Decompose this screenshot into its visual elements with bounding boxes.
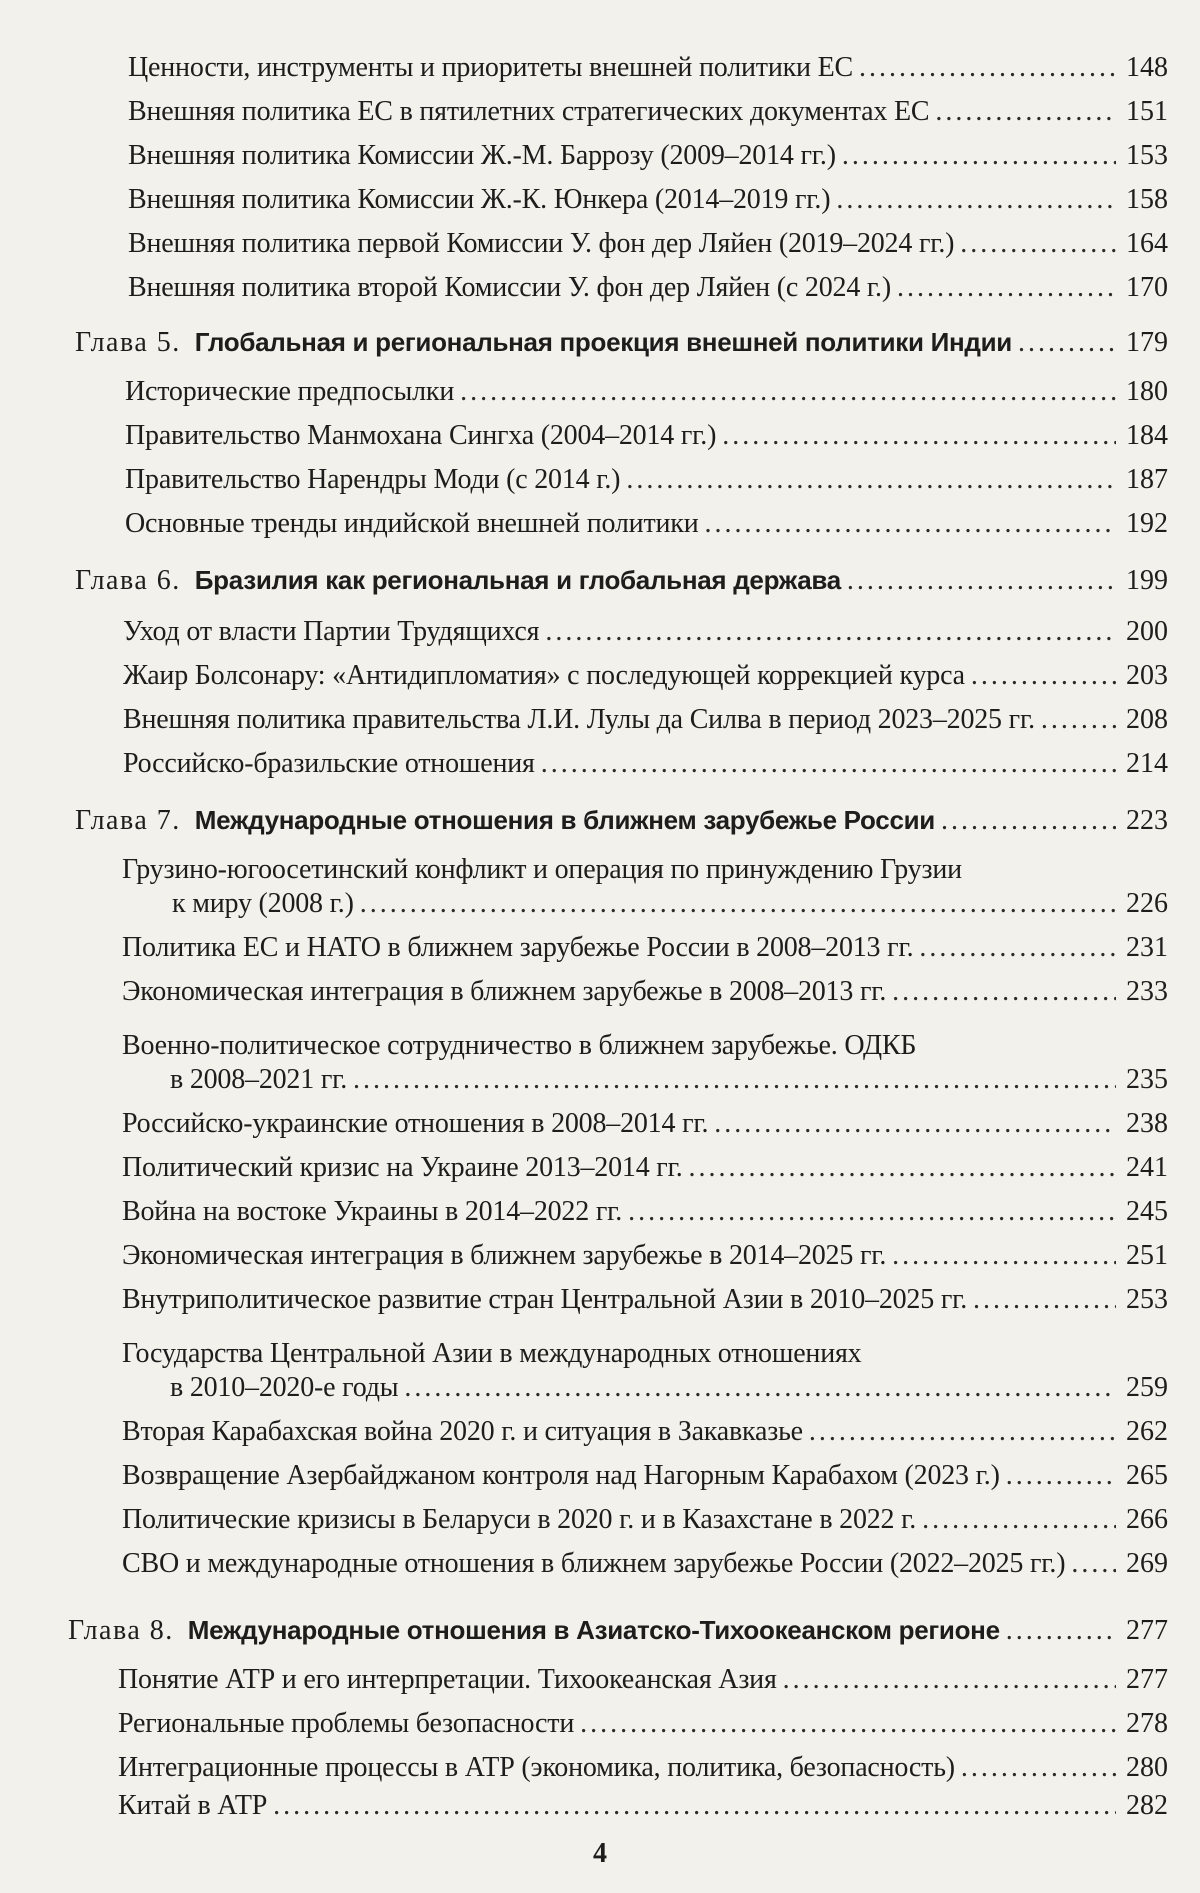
page-number: 164 xyxy=(1126,228,1168,259)
entry-title: Китай в АТР xyxy=(118,1790,268,1821)
page-number: 262 xyxy=(1126,1416,1168,1447)
toc-entry xyxy=(122,1236,1168,1276)
toc-entry xyxy=(170,1368,1168,1408)
entry-title: Внешняя политика Комиссии Ж.-К. Юнкера (2014–2019 гг.) xyxy=(128,184,831,215)
chapter-label: Глава 8. xyxy=(68,1615,174,1646)
toc-entry xyxy=(122,1104,1168,1144)
entry-title: Внешняя политика ЕС в пятилетних стратегических документах ЕС xyxy=(128,96,930,127)
toc-entry xyxy=(128,92,1168,132)
toc-entry xyxy=(128,136,1168,176)
page-number: 280 xyxy=(1126,1752,1168,1783)
toc-entry xyxy=(123,612,1168,652)
entry-title: в 2008–2021 гг. xyxy=(170,1064,348,1095)
dot-leader xyxy=(973,1280,1116,1320)
entry-title: Жаир Болсонару: «Антидипломатия» с последующей коррекцией курса xyxy=(123,660,965,691)
page-number: 192 xyxy=(1126,508,1168,539)
dot-leader xyxy=(892,972,1116,1012)
page-number: 153 xyxy=(1126,140,1168,171)
toc-entry xyxy=(122,1148,1168,1188)
page-number: 214 xyxy=(1126,748,1168,779)
entry-title: Ценности, инструменты и приоритеты внешней политики ЕС xyxy=(128,52,853,83)
toc-entry xyxy=(125,372,1168,412)
dot-leader xyxy=(689,1148,1116,1188)
dot-leader xyxy=(704,504,1116,544)
page-number: 265 xyxy=(1126,1460,1168,1491)
dot-leader xyxy=(626,460,1116,500)
entry-title: Экономическая интеграция в ближнем зарубежье в 2014–2025 гг. xyxy=(122,1240,887,1271)
entry-title: Уход от власти Партии Трудящихся xyxy=(123,616,540,647)
dot-leader xyxy=(360,884,1116,924)
toc-entry xyxy=(118,1748,1168,1788)
page-number: 259 xyxy=(1126,1372,1168,1403)
chapter-label: Глава 7. xyxy=(75,805,181,836)
dot-leader xyxy=(847,561,1116,601)
toc-entry xyxy=(122,1412,1168,1452)
page-number: 241 xyxy=(1126,1152,1168,1183)
dot-leader xyxy=(919,928,1116,968)
dot-leader xyxy=(1006,1456,1116,1496)
page-number: 245 xyxy=(1126,1196,1168,1227)
toc-entry xyxy=(122,1280,1168,1320)
toc-entry xyxy=(128,224,1168,264)
toc-entry xyxy=(122,972,1168,1012)
page-number: 238 xyxy=(1126,1108,1168,1139)
entry-title-line1: Государства Центральной Азии в международных отношениях xyxy=(122,1338,862,1369)
entry-title: в 2010–2020-е годы xyxy=(170,1372,399,1403)
toc-chapter xyxy=(68,1610,1168,1651)
page-number: 184 xyxy=(1126,420,1168,451)
dot-leader xyxy=(273,1786,1116,1826)
dot-leader xyxy=(714,1104,1116,1144)
dot-leader xyxy=(541,744,1116,784)
page-number: 203 xyxy=(1126,660,1168,691)
entry-title: Понятие АТР и его интерпретации. Тихоокеанская Азия xyxy=(118,1664,777,1695)
entry-title: Экономическая интеграция в ближнем зарубежье в 2008–2013 гг. xyxy=(122,976,887,1007)
page-number: 187 xyxy=(1126,464,1168,495)
chapter-title: Международные отношения в Азиатско-Тихоокеанском регионе xyxy=(187,1615,1000,1645)
toc-entry xyxy=(128,48,1168,88)
page-number: 269 xyxy=(1126,1548,1168,1579)
entry-title: Российско-бразильские отношения xyxy=(123,748,535,779)
dot-leader xyxy=(935,92,1116,132)
toc-entry xyxy=(123,700,1168,740)
entry-title: Вторая Карабахская война 2020 г. и ситуация в Закавказье xyxy=(122,1416,803,1447)
page-number: 158 xyxy=(1126,184,1168,215)
entry-title: Правительство Нарендры Моди (с 2014 г.) xyxy=(125,464,621,495)
entry-title: Политический кризис на Украине 2013–2014 гг. xyxy=(122,1152,683,1183)
page-number: 148 xyxy=(1126,52,1168,83)
entry-title: Российско-украинские отношения в 2008–2014 гг. xyxy=(122,1108,709,1139)
page-number: 170 xyxy=(1126,272,1168,303)
page-number: 251 xyxy=(1126,1240,1168,1271)
dot-leader xyxy=(545,612,1116,652)
toc-entry xyxy=(122,1544,1168,1584)
entry-title: Региональные проблемы безопасности xyxy=(118,1708,575,1739)
dot-leader xyxy=(961,1748,1116,1788)
toc-entry xyxy=(118,1660,1168,1700)
page-number: 233 xyxy=(1126,976,1168,1007)
entry-title: Политические кризисы в Беларуси в 2020 г. и в Казахстане в 2022 г. xyxy=(122,1504,917,1535)
entry-title: Основные тренды индийской внешней политики xyxy=(125,508,699,539)
entry-title: Возвращение Азербайджаном контроля над Нагорным Карабахом (2023 г.) xyxy=(122,1460,1000,1491)
entry-title-line1: Грузино-югоосетинский конфликт и операция по принуждению Грузии xyxy=(122,854,962,885)
dot-leader xyxy=(922,1500,1116,1540)
page-number: 226 xyxy=(1126,888,1168,919)
chapter-title: Глобальная и региональная проекция внешней политики Индии xyxy=(194,327,1012,357)
page-number: 208 xyxy=(1126,704,1168,735)
dot-leader xyxy=(1006,1611,1116,1651)
toc-entry xyxy=(172,884,1168,924)
dot-leader xyxy=(941,801,1116,841)
chapter-label: Глава 5. xyxy=(75,327,181,358)
dot-leader xyxy=(1041,700,1116,740)
dot-leader xyxy=(353,1060,1116,1100)
page-number: 179 xyxy=(1126,327,1168,358)
entry-title: Интеграционные процессы в АТР (экономика, политика, безопасность) xyxy=(118,1752,955,1783)
page-number: 277 xyxy=(1126,1615,1168,1646)
page-number: 278 xyxy=(1126,1708,1168,1739)
dot-leader xyxy=(892,1236,1116,1276)
dot-leader xyxy=(960,224,1116,264)
toc-entry xyxy=(118,1786,1168,1826)
entry-title: Война на востоке Украины в 2014–2022 гг. xyxy=(122,1196,623,1227)
entry-title: Внешняя политика второй Комиссии У. фон дер Ляйен (с 2024 г.) xyxy=(128,272,891,303)
toc-entry xyxy=(128,180,1168,220)
toc-chapter xyxy=(75,800,1168,841)
dot-leader xyxy=(971,656,1116,696)
dot-leader xyxy=(809,1412,1116,1452)
page-number: 151 xyxy=(1126,96,1168,127)
toc-entry xyxy=(125,504,1168,544)
chapter-label: Глава 6. xyxy=(75,565,181,596)
dot-leader xyxy=(859,48,1116,88)
toc-entry xyxy=(125,416,1168,456)
dot-leader xyxy=(1018,323,1116,363)
dot-leader xyxy=(1071,1544,1116,1584)
dot-leader xyxy=(783,1660,1116,1700)
page-number: 277 xyxy=(1126,1664,1168,1695)
entry-title: Внешняя политика первой Комиссии У. фон дер Ляйен (2019–2024 гг.) xyxy=(128,228,955,259)
toc-entry xyxy=(123,744,1168,784)
toc-chapter xyxy=(75,322,1168,363)
page-number: 223 xyxy=(1126,805,1168,836)
toc-entry xyxy=(128,268,1168,308)
chapter-title: Бразилия как региональная и глобальная держава xyxy=(194,565,841,595)
toc-entry xyxy=(123,656,1168,696)
entry-title: СВО и международные отношения в ближнем зарубежье России (2022–2025 гг.) xyxy=(122,1548,1066,1579)
page-number: 266 xyxy=(1126,1504,1168,1535)
entry-title: Внешняя политика Комиссии Ж.-М. Баррозу (2009–2014 гг.) xyxy=(128,140,836,171)
page-number: 200 xyxy=(1126,616,1168,647)
dot-leader xyxy=(580,1704,1116,1744)
entry-title: Внешняя политика правительства Л.И. Лулы да Силва в период 2023–2025 гг. xyxy=(123,704,1035,735)
toc-entry xyxy=(118,1704,1168,1744)
page-number: 199 xyxy=(1126,565,1168,596)
page-number: 180 xyxy=(1126,376,1168,407)
page-footer-number: 4 xyxy=(593,1838,607,1869)
dot-leader xyxy=(460,372,1116,412)
entry-title: Правительство Манмохана Сингха (2004–2014 гг.) xyxy=(125,420,717,451)
dot-leader xyxy=(628,1192,1116,1232)
chapter-title: Международные отношения в ближнем зарубежье России xyxy=(194,805,935,835)
toc-entry xyxy=(122,1500,1168,1540)
toc-chapter xyxy=(75,560,1168,601)
page-number: 231 xyxy=(1126,932,1168,963)
toc-entry xyxy=(122,1456,1168,1496)
toc-entry xyxy=(170,1060,1168,1100)
entry-title: Внутриполитическое развитие стран Центральной Азии в 2010–2025 гг. xyxy=(122,1284,968,1315)
page-number: 235 xyxy=(1126,1064,1168,1095)
entry-title: Исторические предпосылки xyxy=(125,376,455,407)
page-number: 282 xyxy=(1126,1790,1168,1821)
dot-leader xyxy=(722,416,1116,456)
page-number: 253 xyxy=(1126,1284,1168,1315)
toc-entry xyxy=(122,1192,1168,1232)
toc-entry xyxy=(122,928,1168,968)
entry-title-line1: Военно-политическое сотрудничество в ближнем зарубежье. ОДКБ xyxy=(122,1030,917,1061)
entry-title: к миру (2008 г.) xyxy=(172,888,354,919)
entry-title: Политика ЕС и НАТО в ближнем зарубежье России в 2008–2013 гг. xyxy=(122,932,914,963)
dot-leader xyxy=(404,1368,1116,1408)
dot-leader xyxy=(842,136,1116,176)
toc-entry xyxy=(125,460,1168,500)
dot-leader xyxy=(836,180,1116,220)
dot-leader xyxy=(897,268,1116,308)
